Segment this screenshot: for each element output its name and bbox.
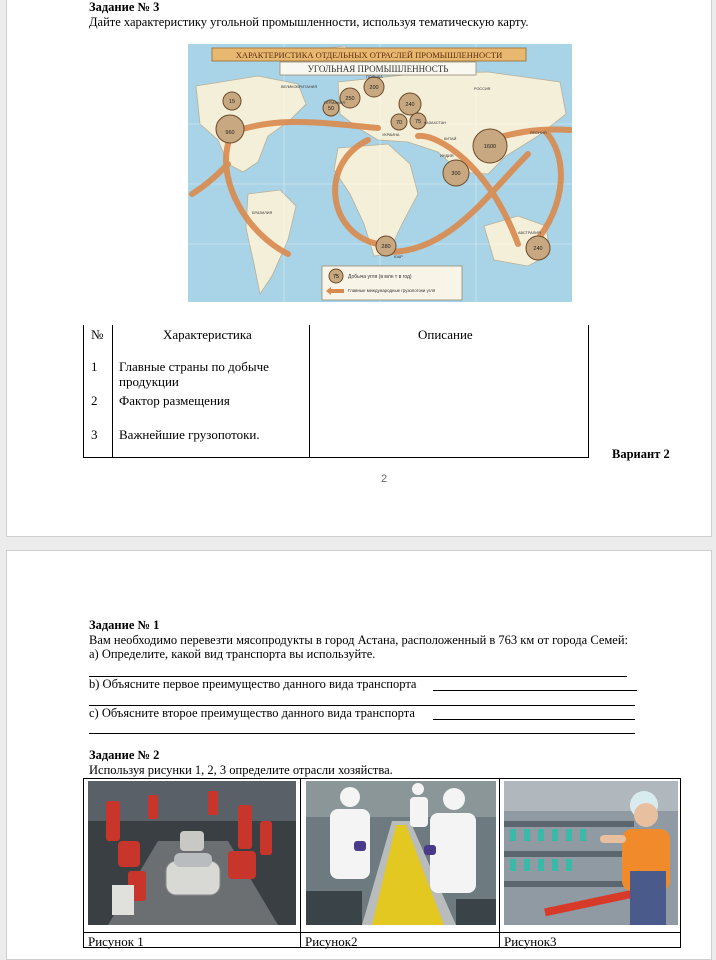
answer-line-c2[interactable]	[89, 733, 635, 734]
country-label: КИТАЙ	[444, 137, 457, 141]
table-row-text: Важнейшие грузопотоки.	[119, 427, 260, 442]
table-row-text: Фактор размещения	[119, 393, 230, 408]
table-header-number: №	[91, 327, 104, 342]
circle-value: 75	[414, 119, 422, 125]
caption-picture-3: Рисунок3	[504, 934, 557, 949]
table-header-characteristic: Характеристика	[163, 327, 252, 342]
map-legend	[322, 266, 462, 300]
textile-factory-photo	[504, 781, 678, 925]
question-a: а) Определите, какой вид транспорта вы используйте.	[89, 647, 376, 661]
task2-text: Используя рисунки 1, 2, 3 определите отрасли хозяйства.	[89, 763, 393, 777]
table-row-text: Главные страны по добыче продукции	[119, 359, 269, 389]
caption-picture-2: Рисунок2	[305, 934, 358, 949]
country-label: АВСТРАЛИЯ	[518, 231, 541, 235]
circle-value: 300	[451, 171, 461, 177]
country-label: ИНДИЯ	[440, 154, 454, 158]
circle-value: 50	[327, 106, 335, 112]
table-header-description: Описание	[418, 327, 473, 342]
task3-title: Задание № 3	[89, 0, 160, 14]
circle-value: 240	[533, 246, 543, 252]
circle-value: 240	[405, 102, 415, 108]
car-factory-photo	[88, 781, 296, 925]
question-b: b) Объясните первое преимущество данного вида транспорта	[89, 677, 417, 691]
country-label: ВЕЛИКОБРИТАНИЯ	[281, 85, 318, 89]
caption-picture-1: Рисунок 1	[88, 934, 144, 949]
country-label: РОССИЯ	[474, 87, 491, 91]
circle-value: 280	[381, 244, 391, 250]
country-label: ЯПОНИЯ	[530, 131, 547, 135]
country-label: ГЕРМАНИЯ	[324, 101, 345, 105]
task1-text: Вам необходимо перевезти мясопродукты в город Астана, расположенный в 763 км от города Семей:	[89, 633, 628, 647]
answer-line-b1[interactable]	[433, 690, 637, 691]
circle-value: 70	[395, 120, 403, 126]
circle-value: 15	[228, 99, 236, 105]
map-subtitle: УГОЛЬНАЯ ПРОМЫШЛЕННОСТЬ	[307, 64, 449, 74]
task2-title: Задание № 2	[89, 748, 160, 762]
task3-text: Дайте характеристику угольной промышленности, используя тематическую карту.	[89, 15, 529, 29]
coal-circle	[216, 115, 244, 143]
circle-value: 960	[225, 130, 235, 136]
page-number: 2	[381, 473, 388, 485]
circle-value: 250	[345, 96, 355, 102]
country-label: УКРАИНА	[382, 133, 400, 137]
country-label: ПОЛЬША	[366, 75, 383, 79]
coal-industry-map	[188, 44, 572, 302]
circle-value: 200	[369, 85, 379, 91]
country-label: КАЗАХСТАН	[424, 121, 447, 125]
country-label: ЮАР	[394, 255, 403, 259]
legend-circle-text: Добыча угля (в млн т в год)	[348, 274, 412, 280]
characteristics-table	[83, 325, 588, 458]
map-title: ХАРАКТЕРИСТИКА ОТДЕЛЬНЫХ ОТРАСЛЕЙ ПРОМЫШЛЕННОСТИ	[235, 50, 503, 60]
task1-title: Задание № 1	[89, 618, 160, 632]
table-row-number: 1	[91, 359, 98, 374]
table-row-number: 2	[91, 393, 98, 408]
country-label: БРАЗИЛИЯ	[252, 211, 273, 215]
answer-line-c1[interactable]	[433, 719, 635, 720]
table-row-number: 3	[91, 427, 98, 442]
circle-value: 1600	[483, 144, 497, 150]
question-c: c) Объясните второе преимущество данного вида транспорта	[89, 706, 415, 720]
food-factory-photo	[306, 781, 496, 925]
legend-circle-value: 75	[332, 274, 340, 280]
variant-label: Вариант 2	[612, 447, 670, 461]
legend-arrow-text: Главные международные грузопотоки угля	[348, 288, 436, 293]
